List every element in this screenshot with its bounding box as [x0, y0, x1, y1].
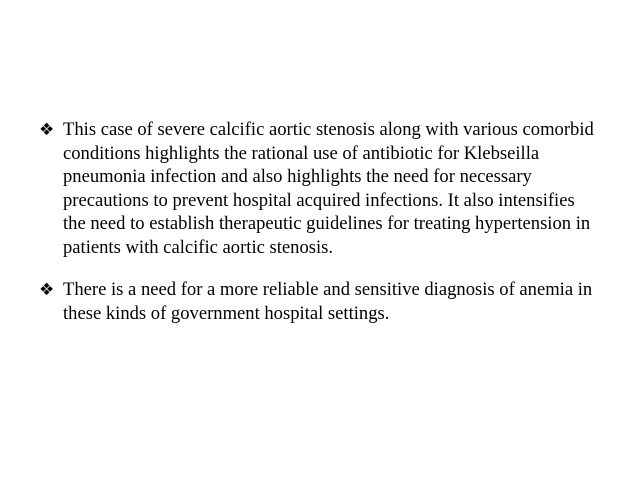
bullet-text: There is a need for a more reliable and sensitive diagnosis of anemia in these kinds of government hospital settings.	[63, 279, 593, 324]
bullet-item	[39, 278, 599, 325]
diamond-bullet-icon: ❖	[39, 120, 55, 140]
diamond-bullet-icon: ❖	[39, 280, 55, 300]
bullet-list	[39, 118, 599, 344]
bullet-text: This case of severe calcific aortic stenosis along with various comorbid conditions highlights the rational use of antibiotic for Klebseilla pneumonia infection and also highlights the need for necessary precautions to prevent hospital acquired infections. It also intensifies the need to establish therapeutic guidelines for treating hypertension in patients with calcific aortic stenosis.	[63, 119, 594, 258]
bullet-item	[39, 118, 599, 259]
